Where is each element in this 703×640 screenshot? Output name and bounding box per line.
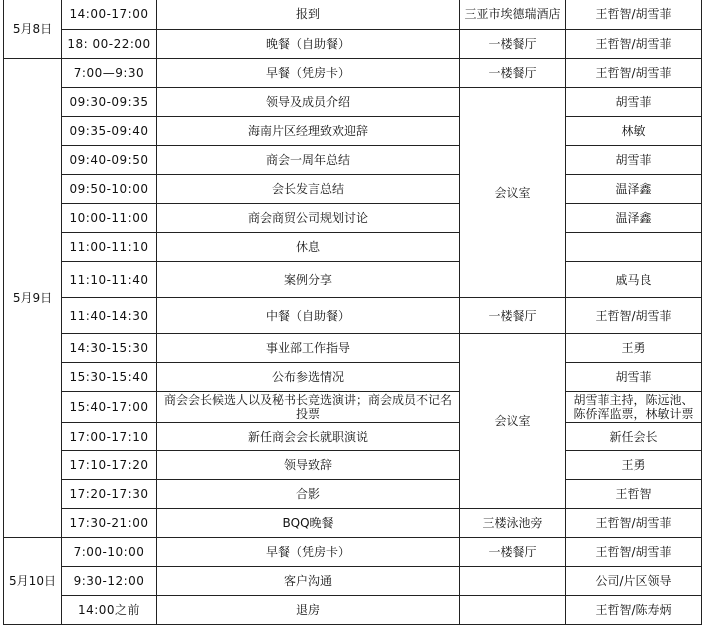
table-row: [4, 262, 702, 298]
venue-cell: 三亚市埃德瑞酒店: [460, 0, 566, 30]
time-cell: 18: 00-22:00: [62, 30, 157, 59]
date-cell: 5月8日: [4, 0, 62, 59]
person-cell: 王勇: [566, 451, 702, 480]
time-cell: 17:30-21:00: [62, 509, 157, 538]
time-cell: 11:40-14:30: [62, 298, 157, 334]
event-cell: 海南片区经理致欢迎辞: [157, 117, 460, 146]
table-row: [4, 480, 702, 509]
table-row: [4, 423, 702, 451]
time-cell: 17:00-17:10: [62, 423, 157, 451]
person-cell: 胡雪菲: [566, 363, 702, 392]
person-cell: 公司/片区领导: [566, 567, 702, 596]
table-row: [4, 175, 702, 204]
venue-cell: 会议室: [460, 88, 566, 298]
person-cell: 王哲智: [566, 480, 702, 509]
venue-cell: 一楼餐厅: [460, 59, 566, 88]
event-cell: 客户沟通: [157, 567, 460, 596]
person-cell: 王哲智/胡雪菲: [566, 59, 702, 88]
time-cell: 09:30-09:35: [62, 88, 157, 117]
event-cell: 案例分享: [157, 262, 460, 298]
person-cell: [566, 233, 702, 262]
person-cell: 王哲智/胡雪菲: [566, 538, 702, 567]
table-row: [4, 117, 702, 146]
schedule-table: [3, 0, 702, 625]
venue-cell: 一楼餐厅: [460, 298, 566, 334]
time-cell: 10:00-11:00: [62, 204, 157, 233]
person-cell: 王哲智/陈寿炳: [566, 596, 702, 625]
event-cell: 新任商会会长就职演说: [157, 423, 460, 451]
table-row: [4, 88, 702, 117]
person-cell: 王哲智/胡雪菲: [566, 30, 702, 59]
event-cell: 早餐（凭房卡）: [157, 538, 460, 567]
table-row: [4, 392, 702, 423]
person-cell: 温泽鑫: [566, 204, 702, 233]
table-row: [4, 451, 702, 480]
table-row: [4, 204, 702, 233]
venue-cell: [460, 596, 566, 625]
table-row: [4, 233, 702, 262]
venue-cell: 会议室: [460, 334, 566, 509]
time-cell: 17:20-17:30: [62, 480, 157, 509]
person-cell: 王哲智/胡雪菲: [566, 0, 702, 30]
time-cell: 11:10-11:40: [62, 262, 157, 298]
time-cell: 7:00-10:00: [62, 538, 157, 567]
date-cell: 5月10日: [4, 538, 62, 625]
time-cell: 09:40-09:50: [62, 146, 157, 175]
event-cell: BQQ晚餐: [157, 509, 460, 538]
table-row: [4, 596, 702, 625]
person-cell: 新任会长: [566, 423, 702, 451]
time-cell: 14:00之前: [62, 596, 157, 625]
time-cell: 7:00—9:30: [62, 59, 157, 88]
person-cell: 温泽鑫: [566, 175, 702, 204]
table-row: [4, 509, 702, 538]
event-cell: 领导及成员介绍: [157, 88, 460, 117]
event-cell: 休息: [157, 233, 460, 262]
date-cell: 5月9日: [4, 59, 62, 538]
table-row: [4, 30, 702, 59]
person-cell: 王勇: [566, 334, 702, 363]
time-cell: 17:10-17:20: [62, 451, 157, 480]
table-row: [4, 363, 702, 392]
time-cell: 09:35-09:40: [62, 117, 157, 146]
person-cell: 胡雪菲: [566, 146, 702, 175]
table-row: [4, 538, 702, 567]
event-cell: 公布参选情况: [157, 363, 460, 392]
event-cell: 商会一周年总结: [157, 146, 460, 175]
table-row: [4, 59, 702, 88]
table-row: [4, 334, 702, 363]
venue-cell: 一楼餐厅: [460, 538, 566, 567]
time-cell: 14:00-17:00: [62, 0, 157, 30]
time-cell: 15:30-15:40: [62, 363, 157, 392]
person-cell: 王哲智/胡雪菲: [566, 298, 702, 334]
event-cell: 报到: [157, 0, 460, 30]
event-cell: 退房: [157, 596, 460, 625]
venue-cell: 一楼餐厅: [460, 30, 566, 59]
venue-cell: 三楼泳池旁: [460, 509, 566, 538]
event-cell: 商会商贸公司规划讨论: [157, 204, 460, 233]
time-cell: 09:50-10:00: [62, 175, 157, 204]
person-cell: 戚马良: [566, 262, 702, 298]
event-cell: 领导致辞: [157, 451, 460, 480]
time-cell: 11:00-11:10: [62, 233, 157, 262]
venue-cell: [460, 567, 566, 596]
event-cell: 事业部工作指导: [157, 334, 460, 363]
table-row: [4, 146, 702, 175]
person-cell: 林敏: [566, 117, 702, 146]
time-cell: 9:30-12:00: [62, 567, 157, 596]
time-cell: 14:30-15:30: [62, 334, 157, 363]
person-cell: 王哲智/胡雪菲: [566, 509, 702, 538]
event-cell: 中餐（自助餐）: [157, 298, 460, 334]
table-row: [4, 567, 702, 596]
table-row: [4, 298, 702, 334]
table-row: [4, 0, 702, 30]
person-cell: 胡雪菲: [566, 88, 702, 117]
event-cell: 晚餐（自助餐）: [157, 30, 460, 59]
event-cell: 早餐（凭房卡）: [157, 59, 460, 88]
event-cell: 会长发言总结: [157, 175, 460, 204]
event-cell: 合影: [157, 480, 460, 509]
time-cell: 15:40-17:00: [62, 392, 157, 423]
person-cell: 胡雪菲主持，陈远池、陈侨浑监票，林敏计票: [566, 392, 702, 423]
event-cell: 商会会长候选人以及秘书长竞选演讲；商会成员不记名投票: [157, 392, 460, 423]
